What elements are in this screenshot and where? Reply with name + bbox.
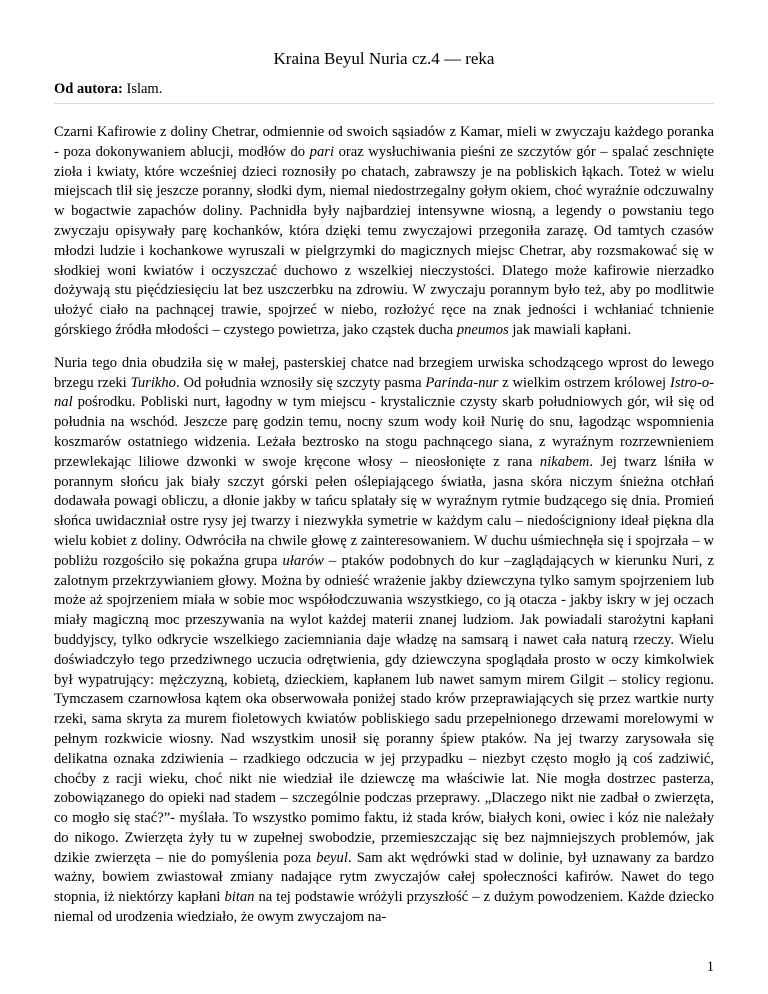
paragraph [54, 354, 714, 928]
author-line [54, 80, 714, 99]
separator-rule [54, 103, 714, 104]
italic-term: ułarów [282, 552, 324, 569]
italic-term: Istro-o-nal [54, 374, 714, 411]
author-label: Od autora: [54, 81, 123, 97]
text-run: pośrodku. Pobliski nurt, łagodny w tym miejscu - krystalicznie czysty skarb południowych gór, wił się od południa na wschód. Jeszcze parę godzin temu, nocny szum wody koił Nurię do snu, łagodząc wspomnienia koszmarów ostatniego widzenia. Leżała beztrosko na stogu pachnącego siana, z wyraźnym rozrzewnieniem przewlekając liliowe dzwonki w swoje kręcone włosy – nieosłonięte z rana [54, 394, 714, 470]
text-run: Nuria tego dnia obudziła się w małej, pasterskiej chatce nad brzegiem urwiska schodzącego wprost do lewego brzegu rzeki [54, 354, 714, 391]
italic-term: Parinda-nur [425, 374, 499, 391]
text-run: Czarni Kafirowie z doliny Chetrar, odmiennie od swoich sąsiadów z Kamar, mieli w zwyczaju każdego poranka - poza dokonywaniem ablucji, modłów do [54, 124, 714, 160]
text-run: . Jej twarz lśniła w porannym słońcu jak biały szczyt górski pełen oślepiającego światła, jasna skóra niczym śnieżna otchłań dodawała powagi obliczu, a dłonie jakby w tańcu splatały się w wyraźnym rytmie budzącego się dnia. Promień słońca uwidaczniał ostre rysy jej twarzy i niezwykła symetrie w każdym calu – niedościgniony ideał piękna dla wielu kobiet z doliny. Odwróciła na chwile głowę z zainteresowaniem. W duchu uśmiechnęła się i spojrzała – w pobliżu rozgościło się pokaźna grupa [54, 453, 714, 569]
italic-term: nikabem [539, 453, 590, 470]
italic-term: pari [309, 143, 334, 160]
text-run: jak mawiali kapłani. [508, 321, 632, 338]
text-run: . Sam akt wędrówki stad w dolinie, był uznawany za bardzo ważny, bowiem zwiastował zmiany nadające rytm zwyczajów całej społeczności kafirów. Nawet do tego stopnia, iż niektórzy kapłani [54, 849, 714, 906]
body-text [54, 123, 714, 941]
paragraph [54, 123, 714, 341]
italic-term: beyul [316, 849, 348, 866]
italic-term: bitan [224, 889, 255, 906]
text-run: na tej podstawie wróżyli przyszłość – z dużym powodzeniem. Każde dziecko niemal od urodzenia wiedziało, że owym zwyczajom na- [54, 889, 714, 926]
author-value: Islam. [126, 81, 163, 97]
italic-term: pneumos [456, 321, 509, 338]
page-number: 1 [706, 959, 714, 975]
text-run: – ptaków podobnych do kur –zaglądających w kierunku Nuri, z zalotnym przekrzywianiem głowy. Można by odnieść wrażenie jakby dziewczyna tylko samym spojrzeniem lub może aż spojrzeniem miała w sobie moc współodczuwania wszystkiego, co ją otacza - jakby iskry w jej oczach miały magiczną moc przeszywania na wylot każdej materii znanej ludziom. Jak powiadali starożytni kapłani buddyjscy, tylko odkrycie wszelkiego zaciemniania daje władzę na samsarą i nawet cała naturą rzeczy. Wielu doświadczyło tego przedziwnego uczucia odrętwienia, gdy dziewczyna spoglądała prosto w oczy kimkolwiek był wypatrujący: mężczyzną, kobietą, dzieckiem, kapłanem lub nawet samym mirem Gilgit – stolicy regionu. Tymczasem czarnowłosa kątem oka obserwowała poniżej stado krów przeprawiających się przez wartkie nurty rzeki, sama skryta za murem fioletowych kwiatów pobliskiego sadu przepełnionego drzewami morelowymi w pełnym rozkwicie wiosny. Nad wszystkim unosił się poranny śpiew ptaków. Na jej twarzy zarysowała się delikatna oznaka zdziwienia – rzadkiego odczucia w jej przypadku – niezbyt często mogło ją coś zadziwić, choćby z racji wieku, choć nikt nie wiedział ile dziewczę ma właściwie lat. Nie mogła dostrzec pasterza, zobowiązanego do opieki nad stadem – szczególnie podczas przeprawy. „Dlaczego nikt nie zadbał o zwierzęta, co mogło się stać?”- myślała. To wszystko pomimo faktu, iż stada krów, białych koni, owiec i kóz nie należały do nikogo. Zwierzęta żyły tu w zupełnej swobodzie, przemieszczając się bez najmniejszych problemów, jak dzikie zwierzęta – nie do pomyślenia poza [54, 552, 714, 866]
text-run: . Od południa wznosiły się szczyty pasma [175, 374, 426, 391]
text-run: z wielkim ostrzem królowej [498, 374, 670, 391]
document-title: Kraina Beyul Nuria cz.4 — reka [273, 49, 495, 68]
italic-term: Turikho [130, 374, 176, 391]
text-run: oraz wysłuchiwania pieśni ze szczytów gór – spalać zeschnięte zioła i kwiaty, które wcześniej dzieci roznosiły po chatach, zabrawszy je na pobliskich łąkach. Toteż w wielu miejscach tlił się jeszcze poranny, słodki dym, niemal niedostrzegalny gołym okiem, choć wyraźnie odczuwalny w bogactwie zapachów doliny. Pachnidła były najbardziej intensywne wiosną, a legendy o powstaniu tego zwyczaju opisywały parę kochanków, która dzięki temu zwyczajowi przegoniła zarazę. Od tamtych czasów młodzi ludzie i kochankowe wyruszali w pielgrzymki do magicznych miejsc Chetrar, aby rozsmakować się w słodkiej woni kwiatów i oczyszczać duchowo z wszelkiej nieczystości. Dlatego może kafirowie nierzadko dożywają stu pięćdziesięciu lat bez uszczerbku na zdrowiu. W zwyczaju porannym było też, aby po modlitwie ułożyć ciało na pachnącej trawie, spojrzeć w niebo, rozłożyć ręce na znak jedności i wchłaniać tchnienie górskiego źródła młodości – czystego powietrza, jako cząstek ducha [54, 143, 714, 338]
